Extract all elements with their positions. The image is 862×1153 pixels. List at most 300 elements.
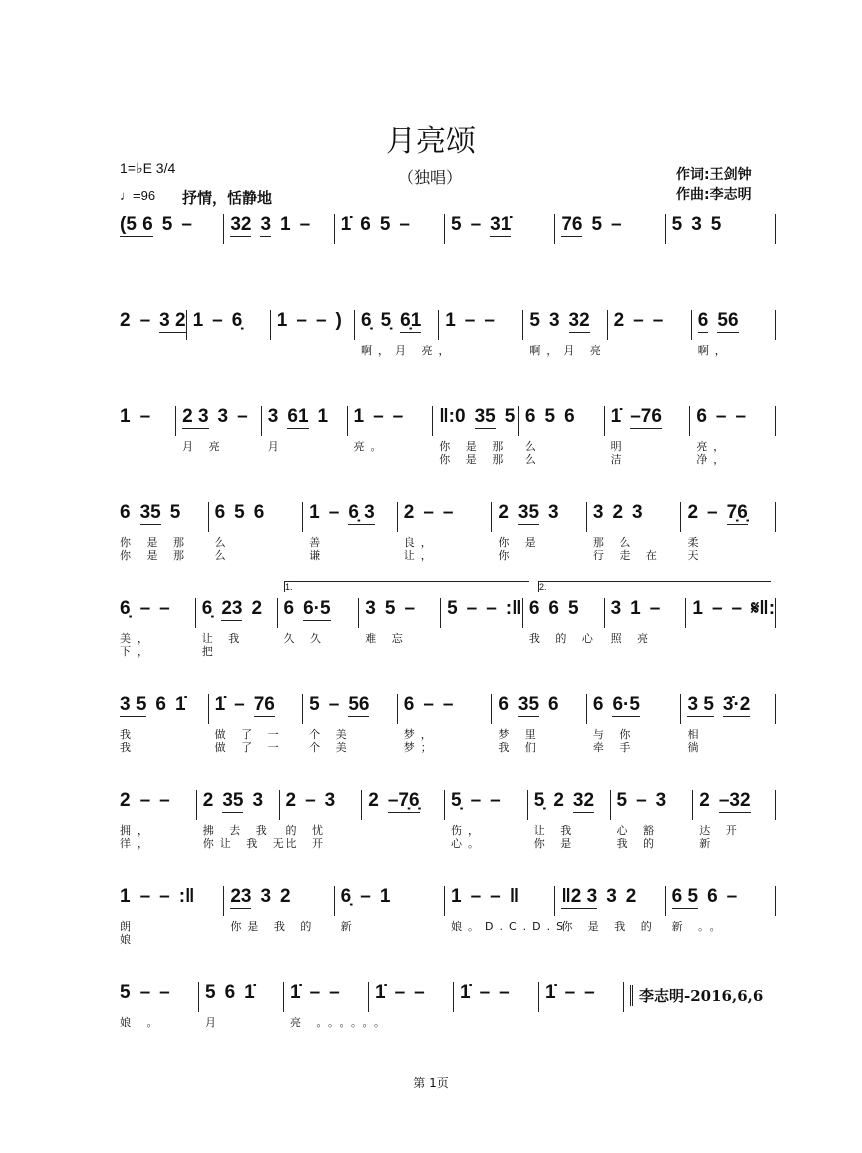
measure-notes [498,694,586,724]
note: 6 [253,502,265,523]
lyric-verse-1: 新 [340,920,358,933]
measure [555,214,665,244]
lyric-verse-1: 那 么 [592,536,637,549]
note: 2 [202,790,214,811]
measure [608,310,692,340]
measure-notes [611,598,686,628]
note: 6̣ [120,598,131,619]
note: – [649,598,661,619]
note: 6 [548,598,559,619]
measure-notes [286,790,362,820]
note: 76 [561,214,583,235]
lyric-verse-2: 徉， [120,837,154,850]
note: 3 [592,502,604,523]
measure-notes [534,790,610,820]
note: 3 [655,790,667,811]
measure-notes [404,502,492,532]
measure-notes [445,310,522,340]
note: 1̇ [610,406,622,427]
measure [445,214,555,244]
note: – [611,214,622,235]
lyric-verse-2: 牵 手 [592,741,637,754]
note: – [159,790,170,811]
note: – [470,886,482,907]
note: 3 [365,598,376,619]
note: – [636,790,647,811]
note: – [159,886,170,907]
measure [114,886,224,946]
lyric-verse-2: 做 了 一 [214,741,285,754]
score-line [114,790,776,850]
measure [335,886,445,933]
measure [114,694,209,754]
note: 5 [120,982,131,1003]
note: – [486,598,497,619]
lyric-verse-1: 心 豁 [616,824,660,837]
lyric-verse-2: 梦； [403,741,438,754]
lyric-verse-1: 拥， [120,824,154,837]
note: 3 [691,214,702,235]
note: 1̇ [340,214,352,235]
note: 5 [710,214,722,235]
measure-notes [120,502,208,532]
measure-notes [120,694,208,724]
page-number: 第 1页 [413,1076,449,1090]
note: 6 [360,214,371,235]
note: – [707,502,718,523]
note: – [479,982,491,1003]
measure-notes [614,310,691,340]
measure-notes [696,406,775,436]
lyric-verse-1: 与 你 [592,728,637,741]
lyric-verse-2: 我 [120,741,137,754]
measure-notes [498,502,586,532]
lyric-verse-2: 你 是 那 [120,549,190,562]
measure [666,214,776,244]
measure-notes [375,982,453,1012]
note: 5 [450,214,462,235]
score-line [114,694,776,754]
measure-notes [404,694,492,724]
measure [199,982,284,1029]
note: – [139,406,151,427]
note: 6·5 [612,694,640,715]
note: 6 [524,406,536,427]
measure-notes [451,886,554,916]
note: 1 [353,406,365,427]
measure-notes [120,982,198,1012]
measure-notes [451,790,527,820]
lyric-verse-1: 娘 。 [120,1016,164,1029]
measure [262,406,348,453]
measure [693,790,776,850]
note: 5 [671,214,683,235]
note: – [139,982,151,1003]
measure-notes [699,790,775,820]
lyric-verse-1: 么 [214,536,232,549]
measure-notes [525,406,604,436]
note: 5 [616,790,628,811]
note: –32 [718,790,751,811]
note: 3 [260,214,272,235]
score-line [114,598,776,658]
note: 5̣ [380,310,392,331]
measure [492,502,587,562]
note: 2 [625,886,637,907]
note: 1 [120,406,131,427]
score-line [114,886,776,946]
measure-notes [593,502,681,532]
measure [666,886,776,933]
note: 3 [260,886,272,907]
note: 2 [498,502,509,523]
lyric-verse-2: 把 [201,645,219,658]
score-line [114,982,624,1029]
note: 32 [568,310,590,331]
note: 6 [403,694,415,715]
note: – [735,406,747,427]
score-line [114,406,776,466]
measure-notes [439,406,518,436]
lyric-verse-1: 久 久 [283,632,328,645]
note: 1̇ [244,982,255,1003]
measure [555,886,665,933]
measure-notes [529,598,604,628]
note: 6 5 [671,886,699,907]
note: – [490,886,501,907]
measure-notes [354,406,433,436]
lyric-verse-1: 你 是 那 [439,440,510,453]
note: – [414,982,425,1003]
lyric-verse-2: 行 走 在 [592,549,663,562]
measure [692,310,776,357]
note: 1̇ [290,982,301,1003]
note: 6̣ 3 [348,502,375,523]
lyric-verse-1: 良， [403,536,438,549]
measure-notes [182,406,261,436]
lyric-verse-1: 美， [120,632,154,645]
note: –7̣6̣ [387,790,420,811]
lyric-verse-1: 明 [610,440,628,453]
note: – [305,790,316,811]
note: 5 [384,598,396,619]
measure-notes [698,310,775,340]
lyric-verse-2: 我 的 [616,837,660,850]
note: 1̇ [460,982,471,1003]
measure-notes [268,406,347,436]
note: – [315,310,327,331]
lyric-verse-1: 照 亮 [610,632,655,645]
note: 1 [692,598,703,619]
note: 1 [379,886,391,907]
note: 35 [222,790,244,811]
note: 35 [517,502,540,523]
note: – [490,790,501,811]
lyric-verse-1: 善 [309,536,327,549]
measure [605,406,691,466]
note: ‖ [509,886,520,907]
measure [176,406,262,453]
note: 3̇·2 [722,694,751,715]
measure-notes [687,502,775,532]
key-signature: 1=♭E 3/4 [120,160,176,176]
measure [445,790,528,850]
measure [539,982,624,1012]
note: 5̣ [533,790,545,811]
note: – [715,406,727,427]
note: 6 [224,982,236,1003]
measure-notes [545,982,623,1012]
expression-marking: 抒情，恬静地 [182,189,273,207]
measure-notes [120,406,175,436]
note: 35 [474,406,496,427]
note: 6 [528,598,540,619]
measure-notes [284,598,359,628]
measure [114,790,197,850]
measure-notes [561,886,664,916]
lyric-verse-1: 亮。 [353,440,388,453]
measure-notes [193,310,270,340]
note: :‖ [505,598,522,619]
measure [280,790,363,850]
measure-notes [215,502,303,532]
note: 1 [450,886,462,907]
lyric-verse-2: 谦 [309,549,327,562]
lyric-verse-1: 你是 我 的 [230,920,318,933]
lyric-verse-1: 个 美 [309,728,353,741]
note: 6̣ [360,310,372,331]
note: 3 [632,502,643,523]
measure-notes [205,982,283,1012]
note: 6·5 [303,598,331,619]
lyric-verse-2: 么 [524,453,542,466]
measure-notes [203,790,279,820]
measure-notes [460,982,538,1012]
measure [335,214,445,244]
lyric-verse-2: 你让 我 无 [202,837,290,850]
measure [681,502,776,562]
note: – [296,310,307,331]
measure [686,598,776,628]
lyric-verse-1: 伤， [451,824,485,837]
note: – [139,598,151,619]
note: 5 [544,406,556,427]
measure-notes [341,214,444,244]
lyric-verse-2: 比 开 [285,837,329,850]
measure [611,790,694,850]
lyric-verse-1: 啊，月 亮 [529,344,607,357]
note: – [484,310,495,331]
note: 31̇ [490,214,512,235]
note: 5 [447,598,458,619]
subtitle: （独唱） [398,168,463,187]
lyric-verse-1: 梦 里 [498,728,542,741]
score-line [114,310,776,357]
measure [209,694,304,754]
lyric-verse-1: 啊， [697,344,732,357]
note: 3 5 [687,694,714,715]
measure-notes [230,886,333,916]
note: – [392,406,404,427]
note: 3 [324,790,336,811]
lyric-verse-1: 月 [205,1016,222,1029]
note: – [470,214,482,235]
note: 2 [699,790,710,811]
lyric-verse-2: 新 [699,837,717,850]
note: – [360,886,371,907]
measure [492,694,587,754]
measure-notes [451,214,554,244]
note: ‖2 3 [561,886,598,907]
measure-notes [120,790,196,820]
note: – [711,598,723,619]
note: 2 [280,886,291,907]
composer-credit: 作曲:李志明 [676,187,752,203]
measure-notes [277,310,354,340]
note: 6 [283,598,295,619]
measure-notes [290,982,368,1012]
note: 35 [517,694,540,715]
note: – [633,310,644,331]
note: 2 [368,790,379,811]
note: – [329,982,340,1003]
measure [284,982,391,1029]
measure [445,886,570,933]
lyric-verse-1: 月 亮 [182,440,226,453]
note: 2 [120,310,131,331]
measure [528,790,611,850]
measure [690,406,776,466]
lyric-verse-1: 朗 [120,920,137,933]
note: 6 [707,886,718,907]
measure [587,694,682,754]
lyric-verse-1: 难 忘 [365,632,409,645]
note: 5 [205,982,216,1003]
note: 3 [610,598,622,619]
lyric-verse-1: 柔 [687,536,705,549]
lyric-verse-1: 做 了 一 [214,728,285,741]
measure-notes [361,310,438,340]
measure-notes [561,214,664,244]
lyricist-credit: 作词:王剑钟 [676,167,752,183]
measure [114,214,224,244]
note: 6 [592,694,604,715]
note: 1 [317,406,329,427]
measure-notes [230,214,333,244]
note: 6 [697,310,709,331]
note: – [442,502,454,523]
note: 1̇ [375,982,386,1003]
note: :‖ [178,886,195,907]
measure [303,694,398,754]
note: – [470,790,482,811]
measure [348,406,434,453]
note: – [159,982,170,1003]
note: 56 [348,694,370,715]
note: 5 [529,310,540,331]
note: – [394,982,406,1003]
note: 3 2 [159,310,186,331]
signature: 李志明-2016,6,6 [630,985,763,1006]
lyric-verse-2: 我 们 [498,741,542,754]
measure [303,502,398,562]
measure-notes [120,598,195,628]
measure [114,310,187,340]
note: 2 [613,310,625,331]
measure [355,310,456,357]
note: – [139,790,151,811]
lyric-verse-1: 娘。D.C.D.S [450,920,570,933]
lyric-verse-2: 徜 [687,741,705,754]
note: 3 [606,886,617,907]
measure-notes [202,598,277,628]
note: 5 [161,214,173,235]
measure [114,982,199,1029]
measure-notes [447,598,522,628]
measure-notes [309,694,397,724]
measure [224,214,334,244]
measure [359,598,441,645]
lyric-verse-1: 让 我 [533,824,578,837]
note: – [652,310,664,331]
note: 2 3 [182,406,209,427]
lyric-verse-2: 你 是 那 [439,453,510,466]
note: 2 [687,502,699,523]
note: 61 [287,406,309,427]
lyric-verse-1: 达 开 [699,824,743,837]
note: – [564,982,576,1003]
lyric-verse-1: 你 是 那 [120,536,190,549]
lyric-verse-1: 你 是 我 的 [561,920,658,933]
measure [369,982,454,1012]
note: 6̣ [201,598,213,619]
note: 5 [504,406,516,427]
note: 1 [276,310,288,331]
note: – [212,310,223,331]
measure [278,598,360,645]
measure [681,694,776,754]
measure-notes [120,214,223,244]
measure-notes [215,694,303,724]
note: – [584,982,595,1003]
measure [197,790,290,850]
measure-notes [593,694,681,724]
note: – [399,214,410,235]
lyric-verse-2: 净， [696,453,731,466]
lyric-verse-2: 下， [120,645,154,658]
note: 32 [230,214,252,235]
note: 5 [379,214,391,235]
note: – [309,982,321,1003]
lyric-verse-1: 相 [687,728,705,741]
note: 2 [251,598,263,619]
lyric-verse-2: 么 [214,549,232,562]
note: 7̣6̣ [726,502,748,523]
score-line [114,502,776,562]
measure-notes [617,790,693,820]
measure [587,502,682,562]
measure-notes [365,598,440,628]
note: 2 [553,790,564,811]
measure [114,502,209,562]
note: (5 6 [120,214,153,235]
note: ‖:0 [439,406,466,427]
note: – [234,694,245,715]
lyric-verse-2: 天 [687,549,705,562]
measure-notes [120,310,186,340]
note: 76 [253,694,275,715]
measure-notes [309,502,397,532]
